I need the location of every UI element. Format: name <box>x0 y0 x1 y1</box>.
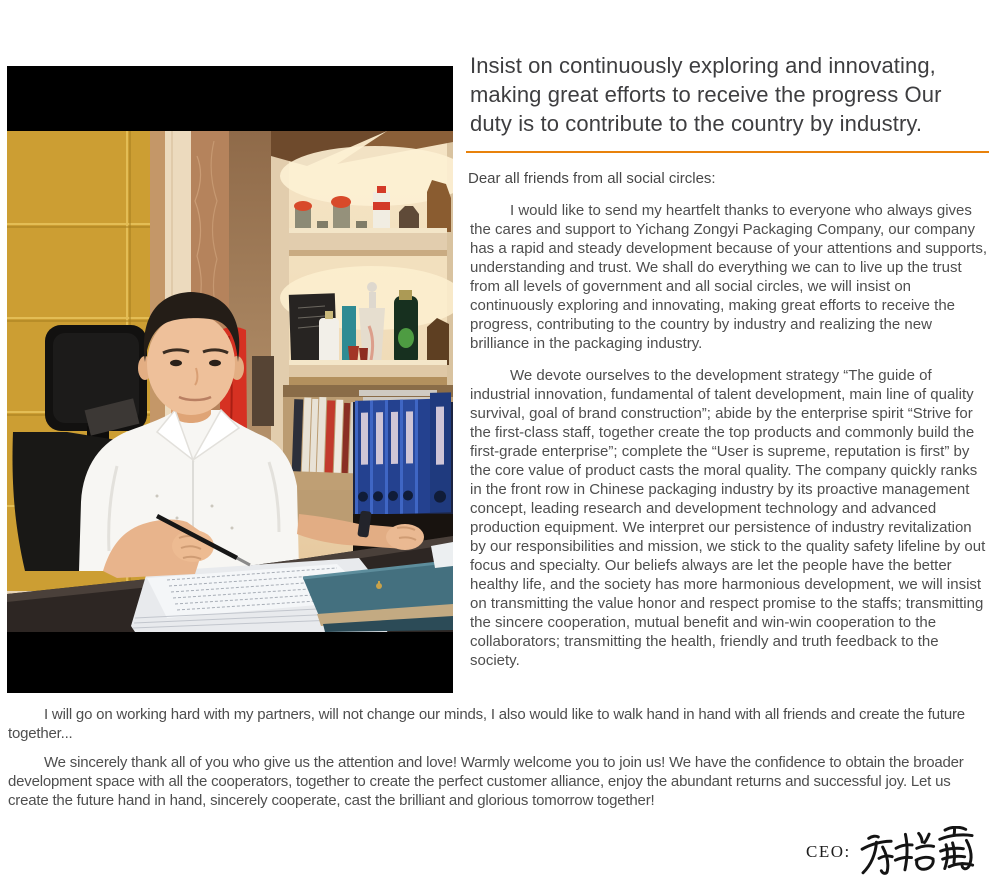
page-title: Insist on continuously exploring and innovating, making great efforts to receive the progress Our duty is to contribute to the country by industry. <box>470 53 942 136</box>
ceo-photo-illustration <box>7 66 453 693</box>
signature-row <box>806 826 976 878</box>
closing-block <box>8 705 992 820</box>
closing-paragraph-1: I will go on working hard with my partners, will not change our minds, I also would like to walk hand in hand with all friends and create the future together... <box>8 706 965 742</box>
ceo-photo <box>7 66 453 693</box>
salutation: Dear all friends from all social circles: <box>468 170 716 187</box>
photo-top-bar <box>7 66 453 131</box>
message-column <box>470 51 989 670</box>
headline-divider <box>466 151 989 153</box>
frame-object <box>252 356 274 426</box>
letter-paragraph-1: I would like to send my heartfelt thanks to everyone who always gives the cares and support to Yichang Zongyi Packaging Company, our company has a rapid and steady development because of your attentions and supports, understanding and trust. We shall do everything we can to live up the trust from all levels of government and all social circles, we will insist on continuously exploring and innovating, making great efforts to receive the progress, contributing to the country by industry and realizing the new brilliance in the packaging industry. <box>470 202 988 352</box>
binder-row <box>355 392 451 515</box>
closing-paragraph-2: We sincerely thank all of you who give us the attention and love! Warmly welcome you to join us! We have the confidence to obtain the broader development space with all the cooperators, together to create the perfect customer alliance, enjoy the abundant returns and successful joy. Let us create the future hand in hand, sincerely cooperate, cast the brilliant and glorious tomorrow together! <box>8 754 964 809</box>
ceo-signature <box>858 826 976 878</box>
ceo-label: CEO: <box>806 842 851 861</box>
photo-bottom-bar <box>7 632 453 693</box>
letter-paragraph-2: We devote ourselves to the development strategy “The guide of industrial innovation, fundamental of talent development, main line of quality survival, goal of brand construction”; abide by the enterprise spirit “Strive for the first-class staff, together create the top products and commonly build the first-grade enterprise”; complete the “User is supreme, reputation is first” by the core value of product casts the moral quality. The company quickly ranks in the front row in Chinese packaging industry by its proactive management concept, leading research and development technology and advanced production equipment. We interpret our persistence of industry revitalization by our responsibilities and mission, we stick to the quality safety lifeline by out focus and specialty. Our beliefs always are let the people have the better healthy life, and the society has more harmonious development, we will insist on transmitting the value honor and respect promise to the staffs; transmitting the sincere cooperation, mutual benefit and win-win cooperation to the collaborators; transmitting the health, friendly and truth feedback to the society. <box>470 367 986 669</box>
